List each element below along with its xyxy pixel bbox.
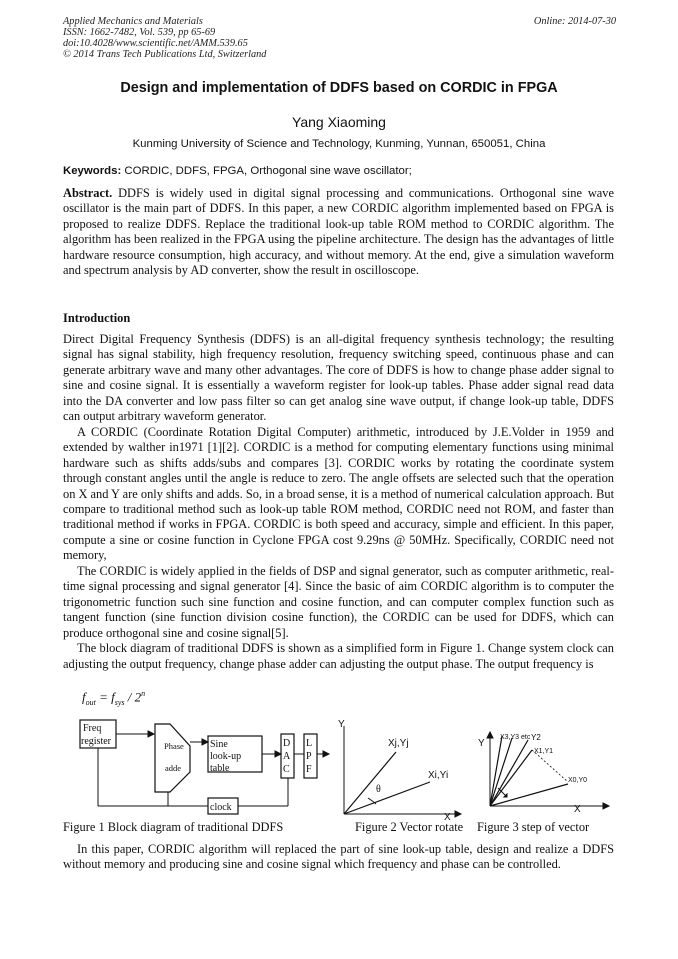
abstract xyxy=(63,186,614,279)
abstract-label: Abstract. xyxy=(63,186,113,200)
figure-2-vector-rotate xyxy=(334,716,466,820)
paper-title: Design and implementation of DDFS based on CORDIC in FPGA xyxy=(120,80,558,96)
eq-tail-sup: n xyxy=(141,689,146,698)
eq-rhs-sub: sys xyxy=(114,697,125,707)
issn-line: ISSN: 1662-7482, Vol. 539, pp 65-69 xyxy=(63,27,216,38)
fig2-angle: θ xyxy=(376,784,381,795)
lpf-label-1: L xyxy=(306,738,313,749)
fig2-y-axis: Y xyxy=(338,719,345,730)
dac-label-2: A xyxy=(283,751,291,762)
sine-label-2: look-up xyxy=(210,751,242,762)
sine-label-1: Sine xyxy=(210,739,228,750)
fig3-label-top: X3,Y3 etc xyxy=(500,734,531,741)
eq-lhs: f xyxy=(82,689,86,705)
freq-label-1: Freq xyxy=(83,723,102,734)
doi-line: doi:10.4028/www.scientific.net/AMM.539.65 xyxy=(63,38,248,49)
fig3-label-x1: X1,Y1 xyxy=(534,748,554,755)
dac-label-1: D xyxy=(283,738,291,749)
fig2-point-j: Xj,Yj xyxy=(388,738,409,749)
author-affiliation: Kunming University of Science and Technology, Kunming, Yunnan, 650051, China xyxy=(132,138,546,150)
figure-1-caption: Figure 1 Block diagram of traditional DDFS xyxy=(63,820,284,834)
paragraph: In this paper, CORDIC algorithm will replaced the part of sine look-up table, design and realize a DDFS without memory and producing sine and cosine signal which frequency and phase can be controlled. xyxy=(63,842,614,872)
figure-2-caption: Figure 2 Vector rotate xyxy=(355,820,464,834)
journal-header xyxy=(63,16,266,60)
paragraph: Direct Digital Frequency Synthesis (DDFS) is an all-digital frequency synthesis technology; the resulting signal has signal stability, high frequency resolution, frequency switching speed, continuous phase and can generate arbitrary wave and many other advantages. The core of DDFS is how to change phase adder signal to sine and cosine signal. It is essentially a waveform register for look-up tables. Phase adder signal read data into the DA converter and low pass filter so can get analog sine wave output, if change look-up table, DDFS can output arbitrary waveform generator. xyxy=(63,332,614,424)
lpf-label-3: F xyxy=(306,764,312,775)
keywords-text: CORDIC, DDFS, FPGA, Orthogonal sine wave oscillator; xyxy=(124,165,412,177)
fig2-point-i: Xi,Yi xyxy=(428,770,449,781)
phase-label-2: adde xyxy=(165,763,182,773)
eq-rhs: = f xyxy=(99,689,115,705)
eq-lhs-sub: out xyxy=(85,697,96,707)
dac-label-3: C xyxy=(283,764,290,775)
paragraph: The CORDIC is widely applied in the fields of DSP and signal generator, such as computer arithmetic, real-time signal processing and signal generator [4]. Since the basic of aim CORDIC algorithm is to computer the trigonometric function such sine function and cosine function, and can computer complex function such as tangent function (sine function division cosine function), the CORDIC can be used for DDFS, which can produce orthogonal sine and cosine signal[5]. xyxy=(63,563,614,640)
copyright-line: © 2014 Trans Tech Publications Ltd, Switzerland xyxy=(63,49,267,60)
closing-paragraph xyxy=(63,842,614,873)
keywords-label: Keywords: xyxy=(63,165,122,177)
paragraph: A CORDIC (Coordinate Rotation Digital Computer) arithmetic, introduced by J.E.Volder in 1959 and extended by walther in1971 [1][2]. CORDIC is a method for computing elementary functions using minimal hardware such as shifts adds/subs and compares [3]. CORDIC works by rotating the coordinate system through constant angles until the angle is reduce to zero. The angle offsets are selected such that the operation on X and Y are only shifts and adds. So, in a broad sense, it is a method of numerical calculation approach. But compare to traditional method such as look-up table ROM method, CORDIC need not ROM, and faster than traditional method if works in FPGA. CORDIC is both speed and accuracy, simple and efficient. In this paper, compute a sine or cosine function in Cyclone FPGA cost 9.29ns @ 50MHz. Specifically, CORDIC need not memory, xyxy=(63,424,615,563)
eq-tail: / 2 xyxy=(124,689,142,705)
abstract-text: DDFS is widely used in digital signal processing and communications. Orthogonal sine wave oscillator is the main part of DDFS. In this paper, a new CORDIC algorithm implemented based on FPGA is proposed to realize DDFS. Replace the traditional look-up table ROM method to CORDIC algorithm. The algorithm has been realized in the FPGA using the pipeline architecture. The design has the advantages of little hardware resource consumption, high accuracy, and without memory. At the end, give a simulation waveform and spectrum analysis by AD converter, show the result in oscilloscope. xyxy=(63,186,614,278)
phase-label-1: Phase xyxy=(164,741,184,751)
fig3-x-axis: X xyxy=(574,804,581,815)
introduction-body xyxy=(63,332,614,672)
paragraph: The block diagram of traditional DDFS is shown as a simplified form in Figure 1. Change system clock can adjusting the output frequency, change phase adder can adjusting the output phase. The output frequency is xyxy=(63,641,614,671)
fig3-label-y2: Y2 xyxy=(531,733,541,742)
figure-1-block-diagram xyxy=(78,716,340,820)
lpf-label-2: P xyxy=(306,751,312,762)
author-name: Yang Xiaoming xyxy=(292,114,386,130)
sine-label-3: table xyxy=(210,763,230,774)
figure-3-vector-steps xyxy=(476,730,616,820)
fig2-x-axis: X xyxy=(444,812,451,820)
online-date: Online: 2014-07-30 xyxy=(533,16,616,27)
keywords-line xyxy=(63,165,412,177)
clock-label: clock xyxy=(210,802,232,813)
figure-3-caption: Figure 3 step of vector xyxy=(477,820,590,834)
output-frequency-equation xyxy=(82,689,145,707)
freq-label-2: register xyxy=(81,736,111,747)
fig3-label-x0: X0,Y0 xyxy=(568,777,588,784)
phase-adder-block xyxy=(155,724,190,792)
journal-name: Applied Mechanics and Materials xyxy=(63,16,203,27)
section-heading-introduction: Introduction xyxy=(63,311,131,325)
fig3-y-axis: Y xyxy=(478,738,485,749)
